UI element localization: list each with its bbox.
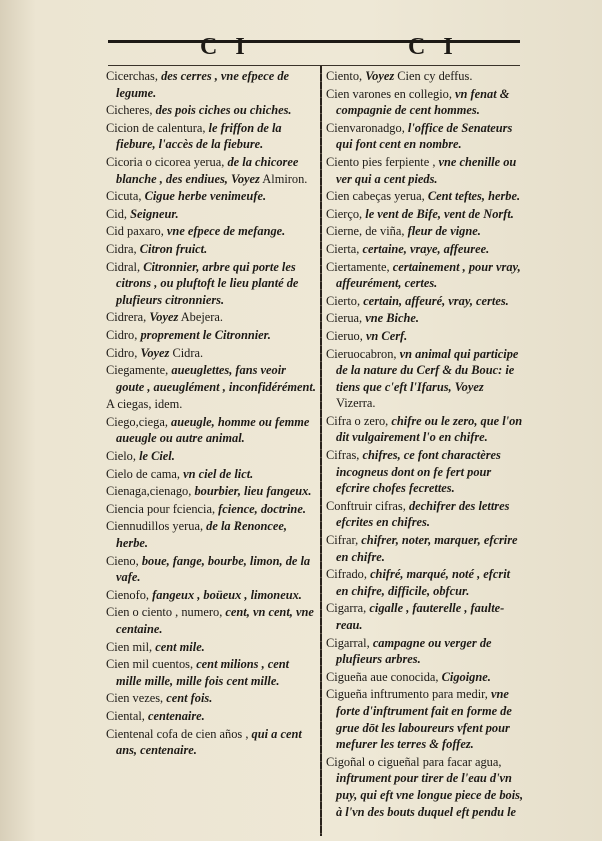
headword: Cidro, [106, 327, 138, 342]
cross-reference: Vizerra. [336, 396, 376, 411]
dictionary-entry [326, 600, 524, 633]
dictionary-entry [326, 188, 524, 205]
running-head-right: C I [408, 34, 459, 60]
definition: certaine, vraye, affeuree. [362, 241, 490, 256]
dictionary-entry [106, 309, 316, 326]
definition: aueugle, homme ou femme aueugle ou autre animal. [116, 414, 310, 446]
definition: Seigneur. [130, 206, 179, 221]
dictionary-entry [106, 327, 316, 344]
dictionary-entry [326, 754, 524, 820]
definition: Citronnier, arbre qui porte les citrons , ou pluftoft le lieu planté de plufieurs citronniers. [116, 259, 299, 307]
headword: Cigoñal o cigueñal para facar agua, [326, 754, 502, 769]
headword: Cicerchas, [106, 69, 158, 83]
definition: Voyez [365, 69, 395, 83]
dictionary-entry [106, 726, 316, 759]
left-column [106, 68, 316, 760]
headword: Cidro, [106, 345, 138, 360]
headword: Cifrado, [326, 567, 367, 582]
dictionary-entry [106, 587, 316, 604]
headword: Cicuta, [106, 189, 142, 204]
headword: Cid, [106, 206, 127, 221]
dictionary-entry [106, 396, 316, 413]
dictionary-entry [106, 690, 316, 707]
headword: Cielo, [106, 449, 136, 464]
definition: Cigoigne. [441, 669, 491, 684]
dictionary-entry [106, 466, 316, 483]
definition: Citron fruict. [139, 241, 208, 256]
definition: vn animal qui participe de la nature du Cerf & du Bouc: ie tiens que c'eft l'Ifarus, Voyez [336, 346, 519, 394]
definition: vn Cerf. [365, 328, 408, 343]
definition: chifré, marqué, noté , efcrit en chifre, difficile, obfcur. [336, 567, 511, 598]
dictionary-entry [326, 154, 524, 187]
definition: le Ciel. [139, 449, 175, 464]
definition: chifres, ce font charactères incogneus dont on fe fert pour efcrire chofes fecrettes. [336, 448, 501, 496]
headword: Ciento, [326, 69, 363, 83]
headword: Conftruir cifras, [326, 498, 406, 513]
cross-reference: Almiron. [262, 171, 308, 186]
headword: Cien cabeças yerua, [326, 189, 425, 204]
definition: cent milions , cent mille mille, mille fois cent mille. [116, 657, 290, 688]
headword: Cientenal cofa de cien años , [106, 726, 249, 741]
dictionary-entry [106, 223, 316, 240]
dictionary-entry [106, 345, 316, 362]
headword: Cierço, [326, 206, 363, 221]
cross-reference: Abejera. [180, 310, 224, 325]
dictionary-entry [326, 346, 524, 412]
headword: Ciennudillos yerua, [106, 519, 204, 534]
headword: Cicion de calentura, [106, 120, 206, 135]
definition: de la chicoree blanche , des endiues, Voyez [116, 154, 299, 186]
headword: Cicheres, [106, 103, 153, 118]
dictionary-entry [106, 241, 316, 258]
dictionary-entry [106, 483, 316, 500]
definition: inftrument pour tirer de l'eau d'vn puy, qui eft vne longue piece de bois, à l'vn des bouts duquel eft pendu le [336, 771, 524, 819]
dictionary-entry [326, 293, 524, 310]
definition: des pois ciches ou chiches. [155, 103, 292, 118]
headword: A ciegas, idem. [106, 397, 183, 412]
headword: Cidra, [106, 241, 137, 256]
dictionary-entry [326, 68, 524, 85]
dictionary-entry [326, 686, 524, 752]
definition: qui a cent ans, centenaire. [116, 726, 302, 758]
headword: Cidrera, [106, 310, 147, 325]
running-head-left: C I [200, 34, 251, 60]
headword: Cierua, [326, 311, 363, 326]
headword: Cienofo, [106, 587, 150, 602]
headword: Cifra o zero, [326, 413, 389, 428]
definition: fleur de vigne. [407, 224, 481, 239]
headword: Cien mil cuentos, [106, 657, 194, 672]
dictionary-entry [106, 362, 316, 395]
definition: certainement , pour vray, affeurément, certes. [336, 259, 521, 291]
dictionary-entry [106, 553, 316, 586]
definition: certain, affeuré, vray, certes. [363, 293, 509, 308]
cross-reference: Cien cy deffus. [397, 69, 473, 83]
definition: vn ciel de lict. [183, 466, 254, 481]
headword: Cigarral, [326, 635, 370, 650]
headword: Cicoria o cicorea yerua, [106, 154, 225, 169]
dictionary-entry [326, 241, 524, 258]
dictionary-entry [326, 413, 524, 446]
definition: chifrer, noter, marquer, efcrire en chifre. [336, 533, 518, 564]
headword: Ciento pies ferpiente , [326, 154, 436, 169]
headword: Cigueña aue conocida, [326, 669, 439, 684]
dictionary-entry [326, 259, 524, 292]
headword: Ciental, [106, 708, 145, 723]
definition: cent fois. [166, 691, 213, 706]
definition: Voyez [149, 310, 179, 325]
definition: cent, vn cent, vne centaine. [116, 605, 314, 636]
dictionary-entry [326, 566, 524, 599]
dictionary-entry [326, 532, 524, 565]
definition: Voyez [140, 345, 170, 360]
headword: Cienaga,cienago, [106, 484, 192, 499]
dictionary-entry [326, 86, 524, 119]
definition: fcience, doctrine. [218, 501, 306, 516]
definition: boue, fange, bourbe, limon, de la vafe. [116, 553, 311, 585]
definition: vne Biche. [365, 311, 419, 326]
definition: des cerres , vne efpece de legume. [116, 69, 290, 100]
definition: le vent de Bife, vent de Norft. [365, 206, 514, 221]
headword: Ciencia pour fciencia, [106, 501, 216, 516]
headword: Cien o ciento , numero, [106, 605, 223, 620]
running-head [108, 30, 520, 60]
dictionary-entry [106, 448, 316, 465]
dictionary-entry [106, 414, 316, 447]
column-divider [320, 66, 322, 836]
dictionary-entry [106, 188, 316, 205]
dictionary-entry [106, 102, 316, 119]
headword: Cigarra, [326, 601, 367, 616]
dictionary-entry [106, 604, 316, 637]
headword: Ciego,ciega, [106, 414, 168, 429]
definition: Cent teftes, herbe. [427, 189, 521, 204]
definition: de la Renoncee, herbe. [116, 519, 288, 551]
headword: Cigueña inftrumento para medir, [326, 687, 488, 702]
headword: Cierto, [326, 293, 361, 308]
dictionary-entry [106, 518, 316, 551]
dictionary-entry [106, 501, 316, 518]
definition: bourbier, lieu fangeux. [194, 484, 312, 499]
definition: l'office de Senateurs qui font cent en nombre. [336, 120, 513, 152]
dictionary-entry [326, 669, 524, 686]
dictionary-entry [106, 259, 316, 309]
dictionary-entry [326, 223, 524, 240]
definition: fangeux , boüeux , limoneux. [152, 587, 302, 602]
dictionary-entry [106, 656, 316, 689]
cross-reference: Cidra. [172, 345, 204, 360]
dictionary-entry [106, 120, 316, 153]
dictionary-entry [106, 68, 316, 101]
headword: Cienvaronadgo, [326, 120, 405, 135]
definition: cent mile. [155, 639, 205, 654]
right-column [326, 68, 524, 821]
dictionary-entry [326, 120, 524, 153]
dictionary-entry [326, 447, 524, 497]
definition: campagne ou verger de plufieurs arbres. [336, 635, 492, 667]
headword: Cierne, de viña, [326, 224, 405, 239]
headword: Cieno, [106, 553, 139, 568]
headword: Cien vezes, [106, 691, 164, 706]
dictionary-entry [106, 639, 316, 656]
definition: proprement le Citronnier. [140, 327, 271, 342]
headword: Cien varones en collegio, [326, 86, 452, 101]
dictionary-entry [106, 206, 316, 223]
definition: vne forte d'inftrument fait en forme de grue dōt les laboureurs vfent pour mefurer les terres & foffez. [336, 687, 512, 752]
definition: dechifrer des lettres efcrites en chifres. [336, 498, 510, 530]
definition: vn fenat & compagnie de cent hommes. [336, 86, 510, 118]
headword: Cifrar, [326, 533, 359, 548]
headword: Cidral, [106, 259, 141, 274]
definition: vne efpece de mefange. [166, 224, 286, 239]
dictionary-entry [326, 206, 524, 223]
definition: chifre ou le zero, que l'on dit vulgairement l'o en chifre. [336, 413, 523, 445]
definition: aueuglettes, fans veoir goute , aueuglément , inconfidérément. [116, 363, 316, 394]
dictionary-entry [106, 708, 316, 725]
definition: centenaire. [148, 708, 205, 723]
definition: vne chenille ou ver qui a cent pieds. [336, 154, 517, 186]
headword: Cielo de cama, [106, 466, 180, 481]
definition: le friffon de la fiebure, l'accès de la fiebure. [116, 120, 282, 152]
dictionary-entry [326, 310, 524, 327]
dictionary-entry [326, 328, 524, 345]
headword: Cien mil, [106, 639, 153, 654]
dictionary-entry [326, 498, 524, 531]
headword: Cifras, [326, 448, 360, 463]
headword: Ciertamente, [326, 259, 390, 274]
headword: Ciegamente, [106, 363, 169, 378]
dictionary-entry [326, 635, 524, 668]
header-rule [108, 65, 520, 66]
headword: Cieruo, [326, 328, 363, 343]
headword: Cierta, [326, 241, 360, 256]
headword: Cid paxaro, [106, 224, 164, 239]
definition: cigalle , fauterelle , faulte-reau. [336, 601, 505, 632]
headword: Cieruocabron, [326, 346, 397, 361]
definition: Cigue herbe venimeufe. [144, 189, 267, 204]
dictionary-entry [106, 154, 316, 187]
